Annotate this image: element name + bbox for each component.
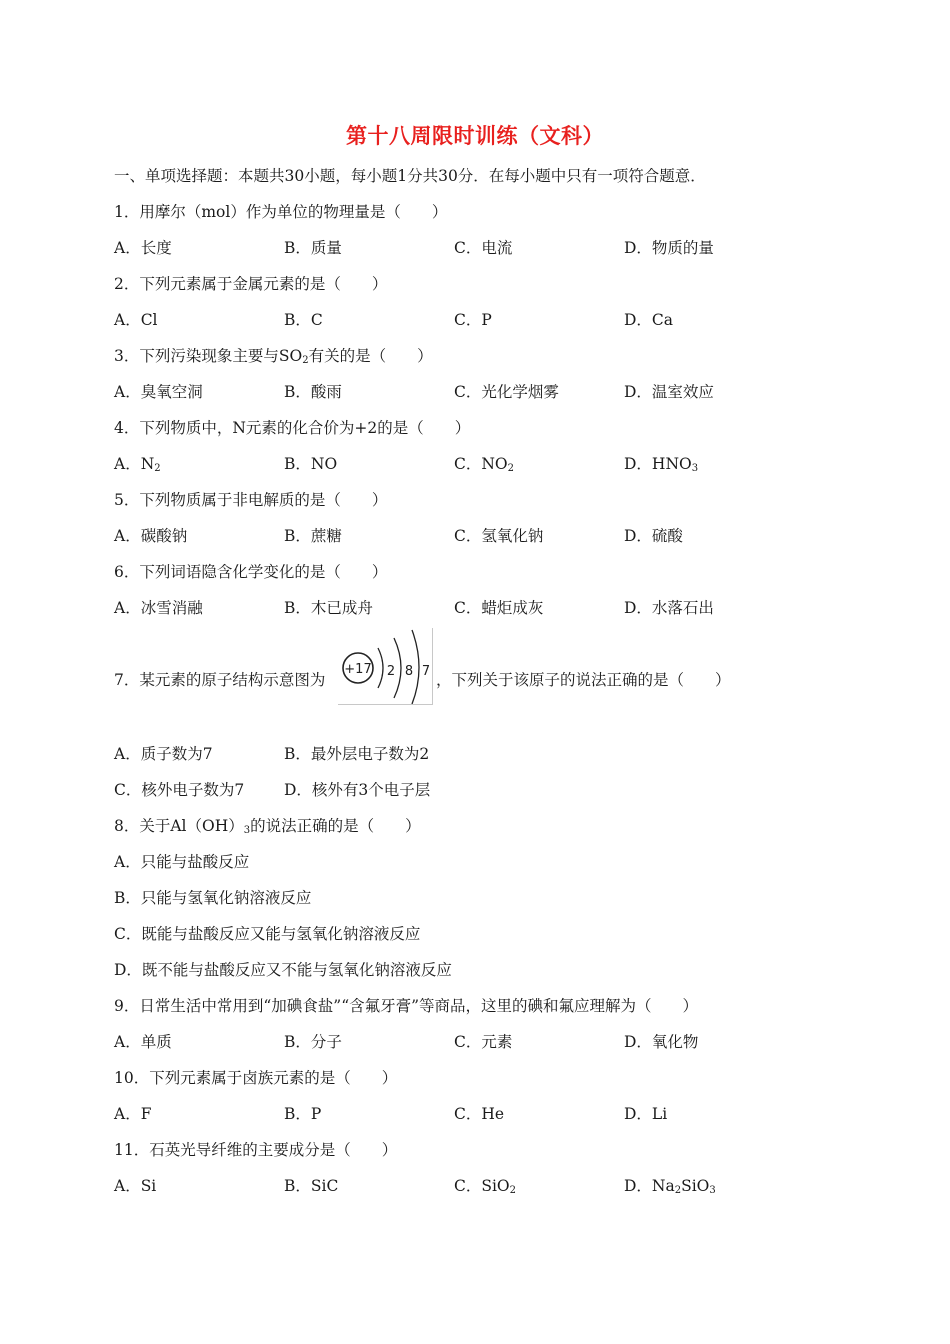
- q3-option-b: B．酸雨: [284, 383, 342, 401]
- shell-1-electrons: 2: [386, 664, 396, 679]
- q2-option-a: A．Cl: [114, 311, 158, 329]
- q7-option-c: C．核外电子数为7: [114, 781, 245, 799]
- q10-option-c: C．He: [454, 1105, 505, 1123]
- q2-option-c: C．P: [454, 311, 492, 329]
- q6-option-a: A．冰雪消融: [114, 599, 203, 617]
- q9-option-d: D．氧化物: [624, 1033, 699, 1051]
- q4-option-c: C．$NO_2$: [454, 455, 515, 474]
- question-2-stem: 2．下列元素属于金属元素的是（ ）: [114, 275, 388, 293]
- q1-option-b: B．质量: [284, 239, 342, 257]
- q5-option-c: C．氢氧化钠: [454, 527, 544, 545]
- q3-option-c: C．光化学烟雾: [454, 383, 559, 401]
- q5-option-a: A．碳酸钠: [114, 527, 188, 545]
- question-10-stem: 10．下列元素属于卤族元素的是（ ）: [114, 1069, 398, 1087]
- q6-option-c: C．蜡炬成灰: [454, 599, 544, 617]
- q1-option-a: A．长度: [114, 239, 172, 257]
- shell-3-electrons: 7: [421, 664, 431, 679]
- atomic-structure-diagram: [338, 628, 433, 705]
- q8-option-a: A．只能与盐酸反应: [114, 853, 250, 871]
- question-11-stem: 11．石英光导纤维的主要成分是（ ）: [114, 1141, 398, 1159]
- q10-option-b: B．P: [284, 1105, 322, 1123]
- q10-option-d: D．Li: [624, 1105, 668, 1123]
- question-7-stem-part2: ，下列关于该原子的说法正确的是（ ）: [436, 671, 731, 689]
- q10-option-a: A．F: [114, 1105, 152, 1123]
- section-header: 一、单项选择题：本题共30小题，每小题1分共30分．在每小题中只有一项符合题意．: [114, 167, 706, 185]
- q11-option-d: D．$Na_2SiO_3$: [624, 1177, 716, 1196]
- q3-option-d: D．温室效应: [624, 383, 714, 401]
- q11-option-b: B．SiC: [284, 1177, 339, 1195]
- question-3-stem: 3．下列污染现象主要与$SO_2$有关的是（ ）: [114, 347, 433, 366]
- q6-option-d: D．水落石出: [624, 599, 714, 617]
- question-1-stem: 1．用摩尔（mol）作为单位的物理量是（ ）: [114, 203, 448, 221]
- q2-option-b: B．C: [284, 311, 323, 329]
- q1-option-d: D．物质的量: [624, 239, 714, 257]
- q3-option-a: A．臭氧空洞: [114, 383, 203, 401]
- question-7-stem-part1: 7．某元素的原子结构示意图为: [114, 671, 326, 689]
- q2-option-d: D．Ca: [624, 311, 674, 329]
- page-title: 第十八周限时训练（文科）: [346, 124, 604, 148]
- q6-option-b: B．木已成舟: [284, 599, 373, 617]
- question-9-stem: 9．日常生活中常用到“加碘食盐”“含氟牙膏”等商品，这里的碘和氟应理解为（ ）: [114, 997, 699, 1015]
- question-6-stem: 6．下列词语隐含化学变化的是（ ）: [114, 563, 388, 581]
- q9-option-b: B．分子: [284, 1033, 342, 1051]
- q4-option-a: A．$N_2$: [114, 455, 161, 474]
- q1-option-c: C．电流: [454, 239, 513, 257]
- q4-option-d: D．$HNO_3$: [624, 455, 699, 474]
- q5-option-b: B．蔗糖: [284, 527, 342, 545]
- question-4-stem: 4．下列物质中，N元素的化合价为+2的是（ ）: [114, 419, 471, 437]
- q4-option-b: B．NO: [284, 455, 338, 473]
- q8-option-b: B．只能与氢氧化钠溶液反应: [114, 889, 312, 907]
- q11-option-c: C．SiO$_2$: [454, 1177, 517, 1196]
- q5-option-d: D．硫酸: [624, 527, 683, 545]
- q7-option-d: D．核外有3个电子层: [284, 781, 431, 799]
- q7-option-b: B．最外层电子数为2: [284, 745, 430, 763]
- q9-option-a: A．单质: [114, 1033, 172, 1051]
- q8-option-c: C．既能与盐酸反应又能与氢氧化钠溶液反应: [114, 925, 421, 943]
- question-8-stem: 8．关于$Al(OH)_3$的说法正确的是（ ）: [114, 817, 421, 836]
- shell-2-electrons: 8: [404, 664, 414, 679]
- question-5-stem: 5．下列物质属于非电解质的是（ ）: [114, 491, 388, 509]
- q9-option-c: C．元素: [454, 1033, 513, 1051]
- q7-option-a: A．质子数为7: [114, 745, 213, 763]
- nucleus-label: +17: [344, 662, 372, 677]
- q11-option-a: A．Si: [114, 1177, 157, 1195]
- q8-option-d: D．既不能与盐酸反应又不能与氢氧化钠溶液反应: [114, 961, 452, 979]
